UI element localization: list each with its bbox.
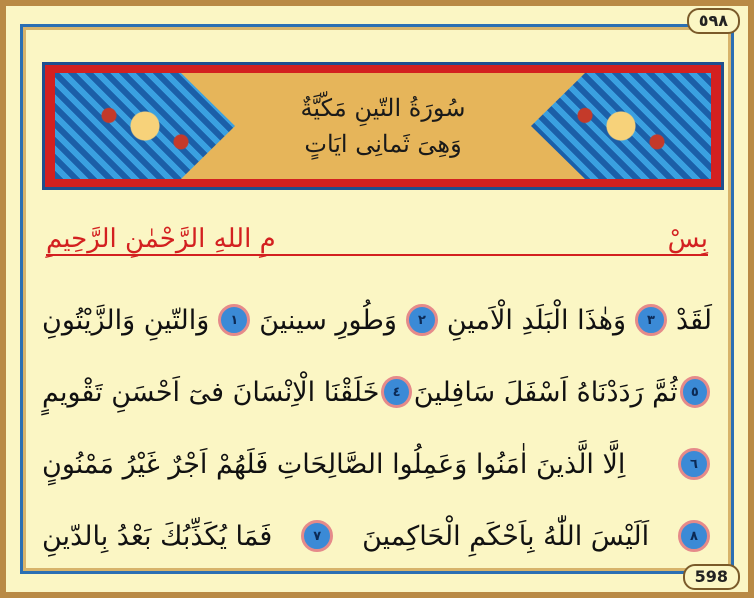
- ayah-marker: ٣: [635, 304, 667, 336]
- surah-header-panel: [55, 73, 711, 179]
- verse-text: ثُمَّ رَدَدْنَاهُ اَسْفَلَ سَافِلينَ: [413, 376, 678, 408]
- surah-title: سُورَةُ التّينِ مَكّيَّةٌ: [300, 94, 466, 122]
- verse-text: اَلَيْسَ اللّٰهُ بِاَحْكَمِ الْحَاكِمينَ: [362, 520, 650, 552]
- basmala: [46, 224, 708, 264]
- surah-title-box: [235, 73, 531, 179]
- basmala-start: بِسْ: [662, 224, 708, 254]
- surah-header: [42, 62, 724, 190]
- verse-text: وَطُورِ سينينَ: [259, 304, 397, 336]
- ayah-marker: ٦: [678, 448, 710, 480]
- verses: [42, 284, 712, 572]
- verse-text: لَقَدْ: [675, 304, 712, 336]
- basmala-rest: مِ اللهِ الرَّحْمٰنِ الرَّحِيمِ: [46, 224, 282, 254]
- ayah-marker: ٤: [381, 376, 411, 408]
- page-number-bottom: 598: [683, 564, 740, 590]
- left-ornament-icon: [55, 73, 235, 179]
- verse-text: خَلَقْنَا الْاِنْسَانَ فىٓ اَحْسَنِ تَقْويمٍ: [42, 376, 380, 408]
- verse-text: فَمَا يُكَذِّبُكَ بَعْدُ بِالدّينِ: [42, 520, 273, 552]
- page-number-top: ٥٩٨: [687, 8, 740, 34]
- ayah-marker: ٧: [301, 520, 333, 552]
- ayah-marker: ٨: [678, 520, 710, 552]
- verse-line: [42, 500, 712, 572]
- verse-line: [42, 284, 712, 356]
- ayah-marker: ٥: [680, 376, 710, 408]
- verse-text: وَهٰذَا الْبَلَدِ الْاَمينِ: [446, 304, 627, 336]
- basmala-line: [46, 254, 708, 256]
- right-ornament-icon: [531, 73, 711, 179]
- ayah-marker: ٢: [406, 304, 438, 336]
- verse-text: اِلَّا الَّذينَ اٰمَنُوا وَعَمِلُوا الصَّالِحَاتِ فَلَهُمْ اَجْرٌ غَيْرُ مَمْنُونٍ: [42, 448, 626, 480]
- verse-line: [42, 356, 712, 428]
- ayah-marker: ١: [218, 304, 250, 336]
- verse-line: [42, 428, 712, 500]
- verse-text: وَالتّينِ وَالزَّيْتُونِ: [42, 304, 210, 336]
- surah-verse-count: وَهِىَ ثَمانِى ايَاتٍ: [304, 130, 462, 158]
